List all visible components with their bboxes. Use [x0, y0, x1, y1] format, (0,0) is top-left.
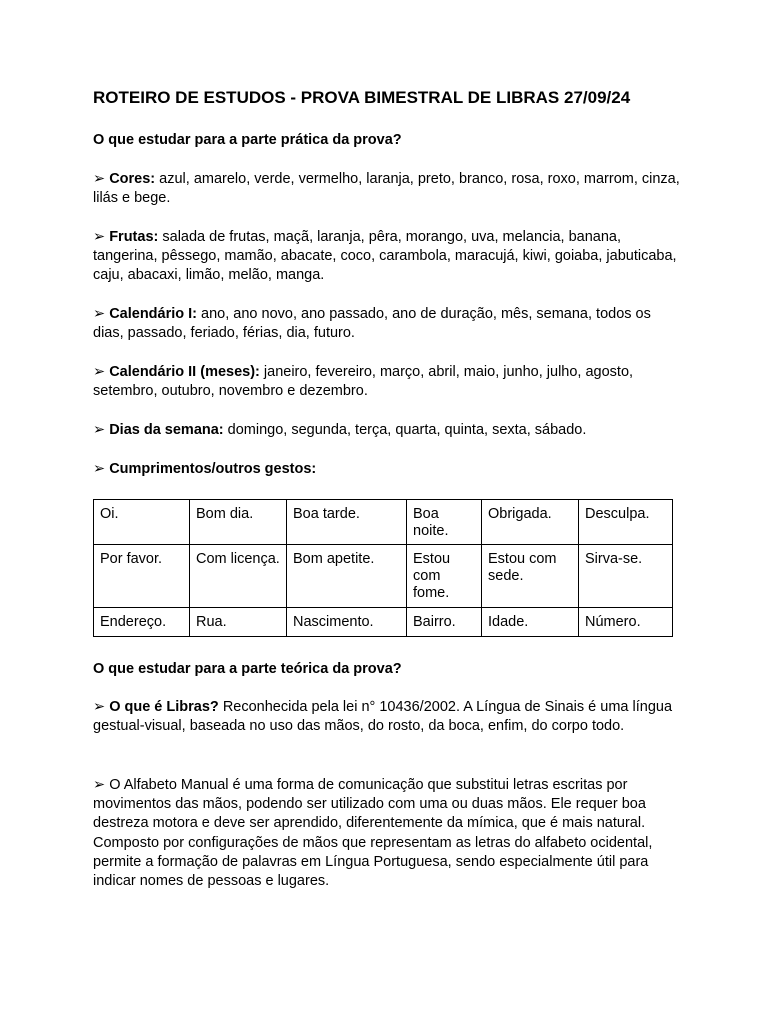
bullet-arrow-icon: ➢: [93, 229, 106, 245]
table-cell: Obrigada.: [482, 500, 579, 545]
item-label: Frutas:: [109, 229, 159, 245]
table-cell: Por favor.: [94, 545, 190, 608]
theory-heading: O que estudar para a parte teórica da prova?: [93, 661, 402, 677]
item-frutas: [93, 228, 683, 286]
theory-libras: [93, 698, 683, 736]
bullet-arrow-icon: ➢: [93, 422, 106, 438]
table-cell: Número.: [579, 608, 673, 637]
table-cell: Desculpa.: [579, 500, 673, 545]
item-cumprimentos: [93, 460, 683, 479]
table-cell: Com licença.: [190, 545, 287, 608]
table-cell: Bairro.: [407, 608, 482, 637]
table-cell: Idade.: [482, 608, 579, 637]
bullet-arrow-icon: ➢: [93, 171, 106, 187]
table-row: [94, 545, 673, 608]
table-cell: Bom dia.: [190, 500, 287, 545]
table-row: [94, 500, 673, 545]
item-text: azul, amarelo, verde, vermelho, laranja, preto, branco, rosa, roxo, marrom, cinza, lilás e bege.: [93, 171, 680, 207]
bullet-arrow-icon: ➢: [93, 461, 106, 477]
table-cell: Estou com fome.: [407, 545, 482, 608]
table-cell: Nascimento.: [287, 608, 407, 637]
table-cell: Boa tarde.: [287, 500, 407, 545]
item-label: Cumprimentos/outros gestos:: [109, 461, 317, 477]
table-cell: Bom apetite.: [287, 545, 407, 608]
table-row: [94, 608, 673, 637]
theory-text: Reconhecida pela lei n° 10436/2002. A Língua de Sinais é uma língua gestual-visual, baseada no uso das mãos, do rosto, da boca, enfim, do corpo todo.: [93, 699, 673, 735]
greetings-table: [93, 499, 673, 637]
bullet-arrow-icon: ➢: [93, 306, 106, 322]
item-text: ano, ano novo, ano passado, ano de duração, mês, semana, todos os dias, passado, feriado, férias, dia, futuro.: [93, 306, 651, 342]
theory-text: O Alfabeto Manual é uma forma de comunicação que substitui letras escritas por movimentos das mãos, podendo ser utilizado com uma ou duas mãos. Ele requer boa destreza motora e deve ser aprendido, diferentemente da mímica, que é mais natural. Composto por configurações de mãos que representam as letras do alfabeto ocidental, permite a formação de palavras em Língua Portuguesa, sendo especialmente útil para indicar nomes de pessoas e lugares.: [93, 777, 653, 890]
item-text: domingo, segunda, terça, quarta, quinta, sexta, sábado.: [227, 422, 587, 438]
item-label: Dias da semana:: [109, 422, 224, 438]
table-cell: Estou com sede.: [482, 545, 579, 608]
table-cell: Endereço.: [94, 608, 190, 637]
item-calendario-2: [93, 363, 683, 401]
item-calendario-1: [93, 305, 683, 343]
table-cell: Oi.: [94, 500, 190, 545]
bullet-arrow-icon: ➢: [93, 364, 106, 380]
item-label: Calendário I:: [109, 306, 198, 322]
item-label: Cores:: [109, 171, 156, 187]
item-text: janeiro, fevereiro, março, abril, maio, junho, julho, agosto, setembro, outubro, novembro e dezembro.: [93, 364, 634, 400]
item-label: Calendário II (meses):: [109, 364, 260, 380]
practical-heading: O que estudar para a parte prática da prova?: [93, 132, 402, 148]
theory-label: O que é Libras?: [109, 699, 219, 715]
table-cell: Sirva-se.: [579, 545, 673, 608]
item-dias-semana: [93, 421, 683, 440]
table-cell: Rua.: [190, 608, 287, 637]
item-text: salada de frutas, maçã, laranja, pêra, morango, uva, melancia, banana, tangerina, pêssego, mamão, abacate, coco, carambola, maracujá, kiwi, goiaba, jabuticaba, caju, abacaxi, limão, melão, manga.: [93, 229, 677, 284]
theory-alfabeto: [93, 776, 683, 891]
table-cell: Boa noite.: [407, 500, 482, 545]
item-cores: [93, 170, 683, 208]
bullet-arrow-icon: ➢: [93, 777, 106, 793]
bullet-arrow-icon: ➢: [93, 699, 106, 715]
document-title: ROTEIRO DE ESTUDOS - PROVA BIMESTRAL DE LIBRAS 27/09/24: [93, 88, 631, 107]
